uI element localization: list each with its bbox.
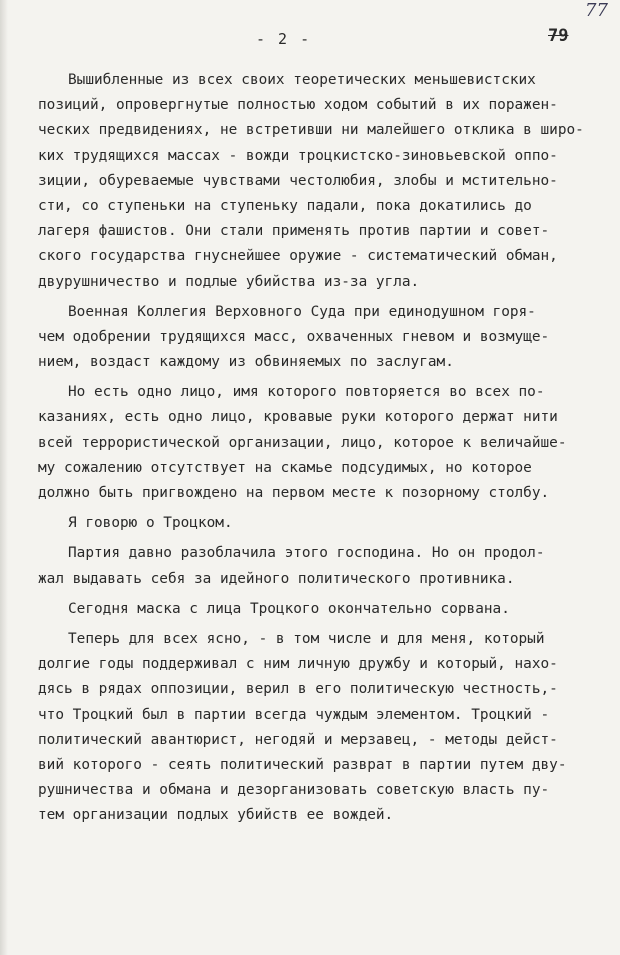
document-body [38,68,610,828]
text-line: Теперь для всех ясно, - в том числе и для меня, который [68,630,545,647]
text-line: жал выдавать себя за идейного политического противника. [38,570,515,587]
text-line: Но есть одно лицо, имя которого повторяется во всех по- [68,384,545,401]
text-line: что Троцкий был в партии всегда чуждым элементом. Троцкий - [38,706,550,723]
paragraph [38,300,610,376]
text-line: Сегодня маска с лица Троцкого окончательно сорвана. [68,600,510,617]
text-line: дясь в рядах оппозиции, верил в его политическую честность,- [38,681,558,698]
paragraph [38,511,610,536]
paragraph [38,541,610,591]
paragraph [38,68,610,295]
text-line: сти, со ступеньки на ступеньку падали, пока докатились до [38,197,532,214]
paragraph [38,597,610,622]
text-line: чем одобрении трудящихся масс, охваченных гневом и возмуще- [38,328,550,345]
handwritten-page-number: 77 [585,0,608,21]
text-line: должно быть пригвождено на первом месте к позорному столбу. [38,485,550,501]
text-line: зиции, обуреваемые чувствами честолюбия, злобы и мстительно- [38,172,558,189]
text-line: всей террористической организации, лицо, которое к величайше- [38,434,567,451]
text-line: политический авантюрист, негодяй и мерзавец, - методы дейст- [38,731,558,748]
text-line: долгие годы поддерживал с ним личную дружбу и который, нахо- [38,656,558,673]
page-number: - 2 - [256,30,312,48]
text-line: лагеря фашистов. Они стали применять против партии и совет- [38,223,550,240]
text-line: нием, воздаст каждому из обвиняемых по заслугам. [38,354,454,371]
paragraph [38,380,610,506]
text-line: Партия давно разоблачила этого господина. Но он продол- [68,545,545,562]
text-line: ского государства гнуснейшее оружие - систематический обман, [38,248,558,265]
text-line: рушничества и обмана и дезорганизовать советскую власть пу- [38,782,550,799]
archive-page-number: 79 [548,26,569,46]
page-edge-shadow [0,0,8,955]
text-line: казаниях, есть одно лицо, кровавые руки которого держат нити [38,409,558,426]
text-line: вий которого - сеять политический разврат в партии путем дву- [38,756,567,773]
text-line: Военная Коллегия Верховного Суда при единодушном горя- [68,303,536,320]
text-line: Вышибленные из всех своих теоретических меньшевистских [68,72,536,88]
text-line: тем организации подлых убийств ее вождей. [38,807,394,824]
text-line: позиций, опровергнутые полностью ходом событий в их поражен- [38,97,558,114]
text-line: му сожалению отсутствует на скамье подсудимых, но которое [38,459,532,476]
paragraph [38,627,610,829]
text-line: Я говорю о Троцком. [68,515,233,532]
text-line: ческих предвидениях, не встретивши ни малейшего отклика в широ- [38,122,584,139]
text-line: ких трудящихся массах - вожди троцкистско-зиновьевской оппо- [38,147,558,164]
text-line: двурушничество и подлые убийства из-за угла. [38,273,420,290]
